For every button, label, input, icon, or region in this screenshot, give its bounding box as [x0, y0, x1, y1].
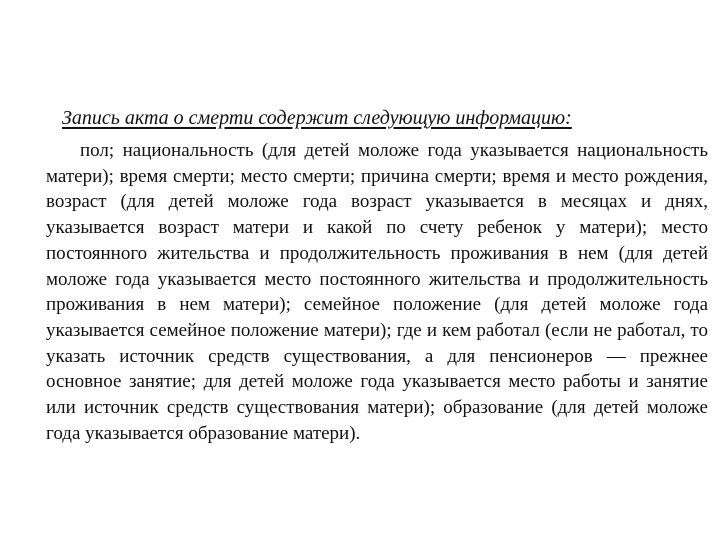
slide-heading: Запись акта о смерти содержит следующую информацию: — [62, 107, 572, 129]
slide-body-text: пол; национальность (для детей моложе года указывается национальность матери); время смерти; место смерти; причина смерти; время и место рождения, возраст (для детей моложе года возраст указывается в месяцах и днях, указывается возраст матери и какой по счету ребенок у матери); место постоянного жительства и продолжительность проживания в нем (для детей моложе года указывается место постоянного жительства и продолжительность проживания в нем матери); семейное положение (для детей моложе года указывается семейное положение матери); где и кем работал (если не работал, то указать источник средств существования, а для пенсионеров — прежнее основное занятие; для детей моложе года указывается место работы и занятие или источник средств существования матери); образование (для детей моложе года указывается образование матери). — [46, 140, 708, 444]
